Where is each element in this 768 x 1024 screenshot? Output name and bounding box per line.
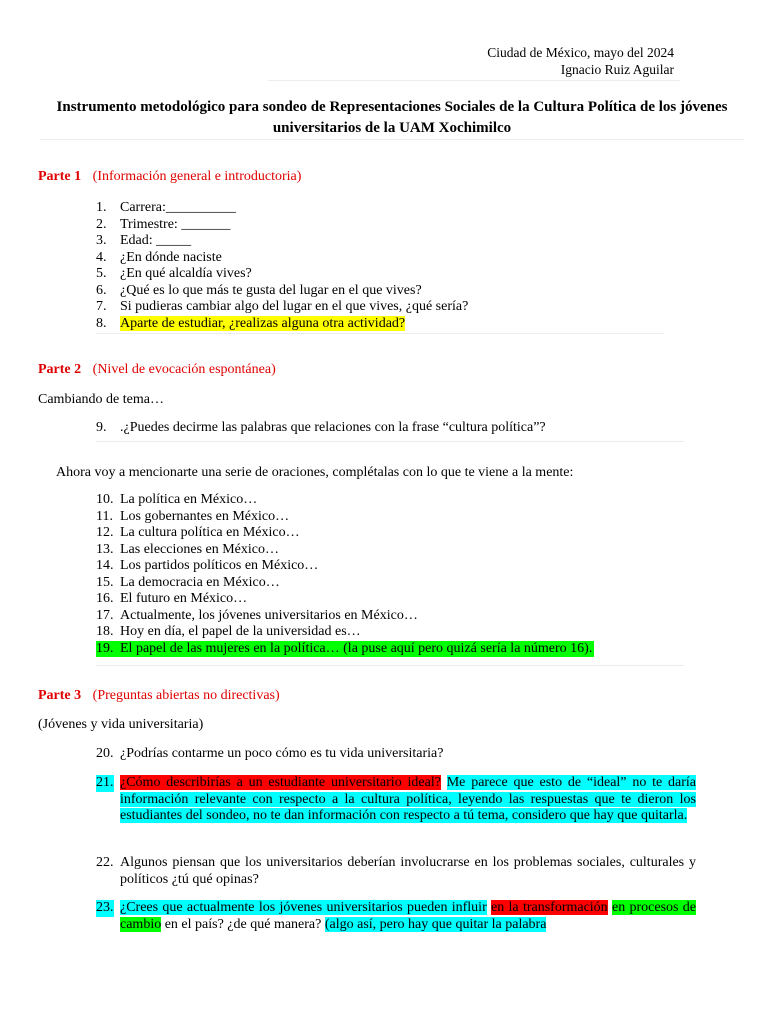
document-title: Instrumento metodológico para sondeo de Representaciones Sociales de la Cultura Política de los jóvenes universitarios de la UAM Xochimilco [56, 99, 728, 136]
part3-intro: (Jóvenes y vida universitaria) [38, 717, 204, 732]
item21-question: ¿Cómo describirías a un estudiante universitario ideal? [120, 775, 441, 790]
title-rule [40, 139, 744, 140]
list-item: 12. La cultura política en México… [96, 525, 300, 540]
list-item: 7. Si pudieras cambiar algo del lugar en el que vives, ¿qué sería? [96, 299, 469, 314]
list-item: 1. Carrera:__________ [96, 200, 236, 215]
part2-intro: Cambiando de tema… [38, 392, 164, 407]
part2-heading [38, 361, 276, 379]
header-rule [268, 80, 680, 81]
list-item: 15. La democracia en México… [96, 574, 280, 590]
list-item: 3. Edad: _____ [96, 233, 192, 248]
item9-rule [96, 441, 684, 442]
list-item: 16. El futuro en México… [96, 591, 248, 606]
part2-intro2: Ahora voy a mencionarte una serie de oraciones, complétalas con lo que te viene a la mente: [56, 465, 574, 480]
list-item-23: 23. ¿Crees que actualmente los jóvenes universitarios pueden influir en la transformación en procesos de cambio en el país? ¿de qué manera? (algo así, pero hay que quitar la palabra [96, 900, 696, 932]
part2-label: Parte 2 [38, 362, 82, 377]
list-item: 11. Los gobernantes en México… [96, 508, 290, 524]
list-item: 10. La política en México… [96, 492, 258, 507]
list-item: 6. ¿Qué es lo que más te gusta del lugar en el que vives? [96, 282, 422, 298]
list-item: 2. Trimestre: _______ [96, 216, 231, 232]
part2-list [96, 492, 696, 657]
list-item-20: 20. ¿Podrías contarme un poco cómo es tu vida universitaria? [96, 746, 444, 761]
list-item-highlighted: 8. Aparte de estudiar, ¿realizas alguna otra actividad? [96, 315, 406, 331]
list-item-22: 22. Algunos piensan que los universitarios deberían involucrarse en los problemas sociales, culturales y políticos ¿tú qué opinas? [96, 855, 696, 887]
list-item-highlighted: 19. El papel de las mujeres en la política… (la puse aquí pero quizá sería la número 16). [96, 640, 593, 656]
part3-subtitle: (Preguntas abiertas no directivas) [92, 688, 280, 703]
part1-subtitle: (Información general e introductoria) [92, 169, 302, 184]
author-name: Ignacio Ruiz Aguilar [560, 62, 674, 77]
list-item: 14. Los partidos políticos en México… [96, 558, 319, 573]
part3-label: Parte 3 [38, 688, 82, 703]
item21-comment: Me parece que esto de “ideal” no te daría información relevante con respecto a la cultura política, leyendo las respuestas que te dieron los estudiantes del sondeo, no te dan información con respecto a tú tema, considero que hay que quitarla. [120, 775, 697, 823]
part1-list [96, 200, 696, 332]
document-header [487, 44, 674, 78]
list-item-9: 9. .¿Puedes decirme las palabras que relaciones con la frase “cultura política”? [96, 420, 546, 435]
list-item: 4. ¿En dónde naciste [96, 249, 222, 265]
list-item: 5. ¿En qué alcaldía vives? [96, 266, 252, 281]
part3-heading [38, 687, 280, 705]
list-item: 18. Hoy en día, el papel de la universidad es… [96, 624, 361, 639]
list-item: 13. Las elecciones en México… [96, 541, 279, 557]
place-date: Ciudad de México, mayo del 2024 [487, 45, 674, 60]
part1-heading [38, 168, 301, 186]
list-item: 17. Actualmente, los jóvenes universitarios en México… [96, 607, 418, 623]
list-item-21: 21. ¿Cómo describirías a un estudiante universitario ideal? Me parece que esto de “ideal” no te daría información relevante con respecto a la cultura política, leyendo las respuestas que te dieron los estudiantes del sondeo, no te dan información con respecto a tú tema, considero que hay que quitarla. [96, 775, 697, 823]
part1-rule [96, 333, 664, 334]
part1-label: Parte 1 [38, 169, 82, 184]
part2-subtitle: (Nivel de evocación espontánea) [92, 362, 276, 377]
part2-rule [96, 665, 684, 666]
